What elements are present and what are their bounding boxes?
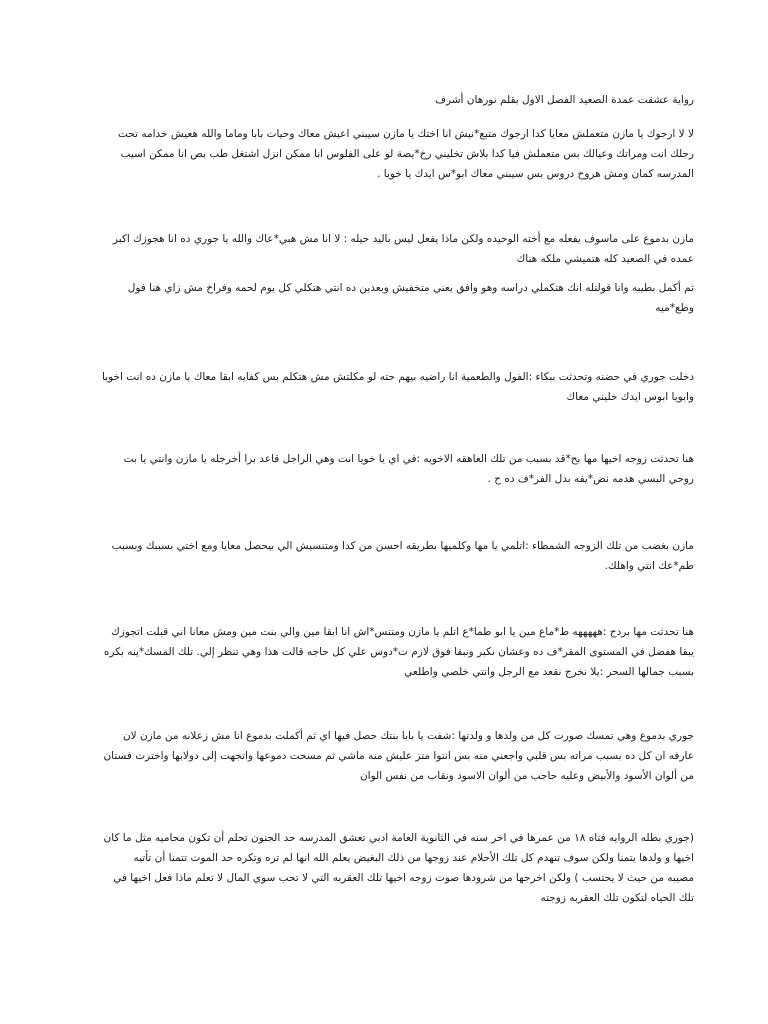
text-line: لا لا ارجوك يا مازن متعملش معايا كدا ارجوك متبع*نيش انا اختك يا مازن سيبني اعيش معاك وحيات بابا وماما والله هعيش خدامه تحت — [117, 128, 694, 140]
text-line: عمده في الصعيد كله هتميشي ملكه هناك — [516, 253, 694, 265]
text-line: المدرسه كمان ومش هروح دروس بس سيبني معاك ابو*س ايدك يا خويا . — [377, 168, 694, 180]
text-line: تلك الحياه لتكون تلك العقربه زوجته — [540, 892, 694, 904]
text-line: روحي البسي هدمه نض*يفه بدل الفر*ف ده ح . — [487, 473, 694, 485]
text-line: مصيبه من حيث لا يحتسب ) ولكن اخرجها من شرودها صوت زوجه اخيها تلك العقربه التي لا تحب سوي المال لا تعلم ماذا فعل اخيها في — [113, 872, 694, 884]
text-line: يبقا هفضل في المستوى المقر*ف ده وعشان نكبر ونبقا فوق لازم ت*دوس علي كل حاجه قالت هذا وهي تنظر إلي. تلك المسك*ينه بكره — [103, 646, 694, 658]
text-line: طم*عك انتي واهلك. — [604, 560, 694, 572]
paragraph-5 — [90, 449, 694, 489]
text-line: وطع*ميه — [655, 302, 694, 314]
text-line: (جوري بطله الروايه فتاه ١٨ من عمرها في اخر سنه في الثانوية العامة ادبي تعشق المدرسه حد الجنون تحلم أن تكون محاميه مثل ما كان — [103, 832, 694, 844]
paragraph-9 — [90, 828, 694, 908]
text-line: من ألوان الأسود والأبيض وعليه حاجب من ألوان الاسود ونقاب من نفس الوان — [359, 770, 694, 782]
text-line: هنا تحدثت مها بردح :هههههه ط*ماع مين يا ابو طما*ع اتلم يا مازن ومتنس*اش انا ابقا مين والي بنت مين ومش معانا اني قبلت اتجوزك — [111, 626, 694, 638]
text-line: دخلت جوري في حضنه وتحدثت ببكاء :الفول والطعمية انا راضيه بيهم حته لو مكلتش مش هتكلم بس كفايه ابقا معاك يا مازن ده انت اخويا — [102, 371, 694, 383]
text-line: بسبب جمالها السحر :يلا نخرج نقعد مع الرجل وانتي خلصي واطلعي — [404, 666, 694, 678]
text-line: مازن بدموع على ماسوف يفعله مع أخته الوحيده ولكن ماذا يفعل ليس باليد حيله : لا انا مش هبي*عاك والله يا جوري ده انا هجوزك اكبر — [112, 233, 694, 245]
document-title — [90, 90, 694, 110]
text-line: هنا تحدثت زوجه اخيها مها بح*قد بسبب من تلك العاهقه الاخويه :في اي يا خويا انت وهي الراجل قاعد برا أخرجله يا مازن وانتي يا بت — [123, 453, 694, 465]
paragraph-6 — [90, 536, 694, 576]
paragraph-3 — [90, 278, 694, 318]
text-line: رجلك انت ومراتك وعيالك بس متعملش فيا كدا بلاش تخليني رخ*يصة لو على الفلوس انا ممكن انزل اشتغل طب بص انا ممكن اسيب — [120, 148, 694, 160]
text-line: اخيها و ولدها يتمنا ولكن سوف تنهدم كل تلك الأحلام عند زوجها من ذلك البغيض يعلم الله انها لم تره وتكره حد الموت تتمنا أن تأتيه — [133, 852, 694, 864]
text-line: ثم أكمل بطيبه وانا قولتله انك هتكملي دراسه وهو وافق يعني متخفيش وبعدين ده انتي هتكلي كل يوم لحمه وفراخ مش زاي هنا فول — [127, 282, 694, 294]
text-line: رواية عشقت عمدة الصعيد الفصل الاول بقلم نورهان أشرف — [435, 94, 694, 106]
text-line: جوري بدموع وهي تمسك صورت كل من ولدها و ولدتها :شفت يا بابا بنتك حصل فيها اي ثم أكملت بدموع انا مش زعلانه من مازن لان — [122, 730, 694, 742]
paragraph-2 — [90, 229, 694, 269]
text-line: عارفه ان كل ده بسبب مراته بس قلبي واجعني منه بس انتوا متز علیش منه ماشي ثم مسحت دموعها واتجهت إلى دولابها واخترت فستان — [103, 750, 694, 762]
paragraph-1 — [90, 124, 694, 184]
paragraph-8 — [90, 726, 694, 786]
text-line: مازن بغضب من تلك الزوجه الشمطاء :اتلمي يا مها وكلميها بطريقه احسن من كدا ومتنسيش الي بيحصل معايا ومع اختي بسببك وبسبب — [111, 540, 694, 552]
text-line: وابويا ابوس ايدك خليني معاك — [566, 391, 694, 403]
paragraph-7 — [90, 622, 694, 682]
paragraph-4 — [90, 367, 694, 407]
